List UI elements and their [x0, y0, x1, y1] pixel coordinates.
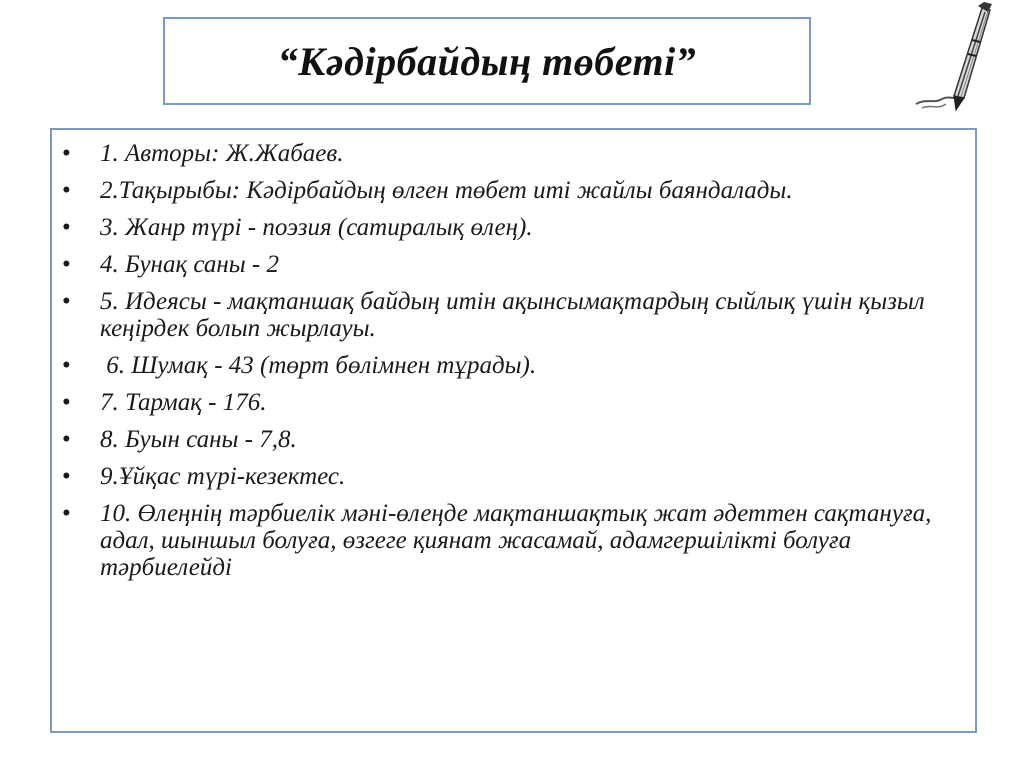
- bullet-icon: •: [62, 140, 71, 167]
- content-box: [50, 128, 977, 733]
- list-item: [52, 214, 975, 241]
- list-item-text: 8. Буын саны - 7,8.: [100, 426, 297, 453]
- list-item-text: 3. Жанр түрі - поэзия (сатиралық өлең).: [100, 214, 533, 241]
- list-item-text: 5. Идеясы - мақтаншақ байдың итін ақынсымақтардың сыйлық үшін қызыл кеңірдек болып жырлауы.: [100, 288, 925, 342]
- bullet-icon: •: [62, 177, 71, 204]
- list-item: [52, 463, 975, 490]
- title-box: [163, 17, 811, 105]
- bullet-icon: •: [62, 463, 71, 490]
- slide-title: “Кәдірбайдың төбеті”: [277, 38, 697, 84]
- bullet-icon: •: [62, 352, 71, 379]
- bullet-icon: •: [62, 500, 71, 527]
- list-item: [52, 140, 975, 167]
- bullet-icon: •: [62, 288, 71, 315]
- list-item: [52, 352, 975, 379]
- bullet-list: [52, 140, 975, 591]
- list-item: [52, 177, 975, 204]
- list-item-text: 9.Ұйқас түрі-кезектес.: [100, 463, 346, 490]
- list-item: [52, 426, 975, 453]
- list-item-text: 6. Шумақ - 43 (төрт бөлімнен тұрады).: [100, 352, 537, 379]
- list-item: [52, 251, 975, 278]
- list-item-text: 2.Тақырыбы: Кәдірбайдың өлген төбет иті жайлы баяндалады.: [100, 177, 793, 204]
- list-item-text: 10. Өлеңнің тәрбиелік мәні-өлеңде мақтаншақтық жат әдеттен сақтануға, адал, шыншыл болуға, өзгеге қиянат жасамай, адамгершілікті болуға тәрбиелейді: [100, 500, 932, 581]
- list-item-text: 1. Авторы: Ж.Жабаев.: [100, 140, 344, 167]
- bullet-icon: •: [62, 389, 71, 416]
- list-item: [52, 389, 975, 416]
- quill-pen-icon: [912, 0, 996, 116]
- list-item-text: 7. Тармақ - 176.: [100, 389, 267, 416]
- list-item: [52, 288, 975, 342]
- bullet-icon: •: [62, 214, 71, 241]
- bullet-icon: •: [62, 426, 71, 453]
- list-item: [52, 500, 975, 581]
- bullet-icon: •: [62, 251, 71, 278]
- list-item-text: 4. Бунақ саны - 2: [100, 251, 279, 278]
